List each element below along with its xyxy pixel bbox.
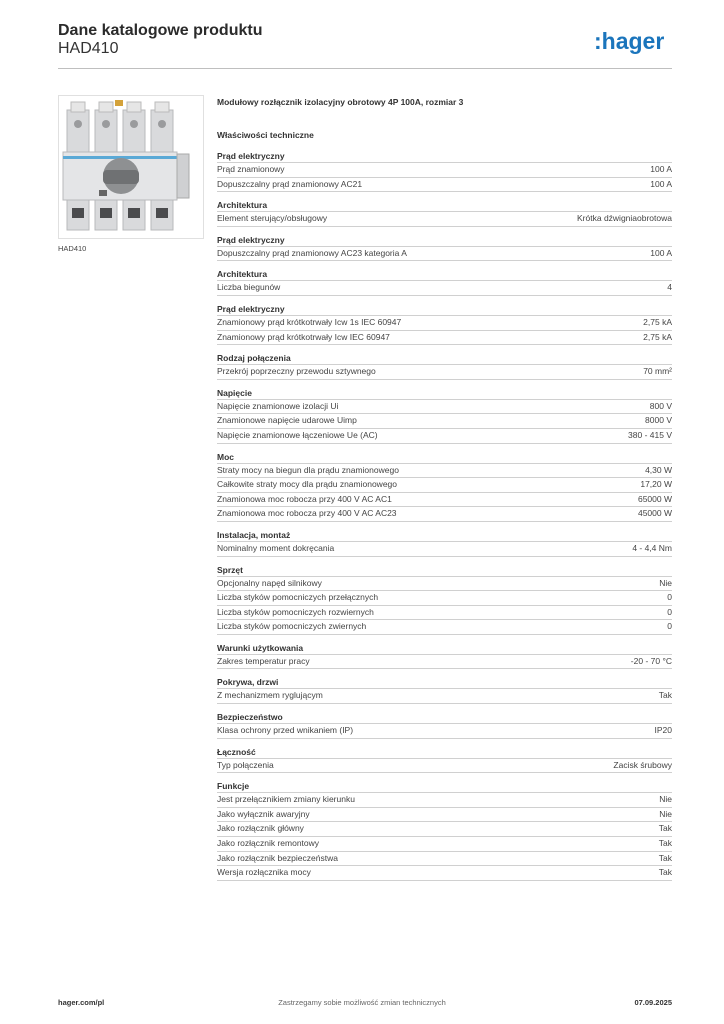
section-title: Architektura — [217, 269, 268, 280]
spec-label: Klasa ochrony przed wnikaniem (IP) — [217, 725, 354, 736]
spec-value: 8000 V — [645, 415, 672, 426]
spec-row — [217, 851, 672, 866]
spec-label: Zakres temperatur pracy — [217, 655, 310, 666]
section-title: Łączność — [217, 746, 256, 757]
section-title: Warunki użytkowania — [217, 642, 304, 653]
spec-row — [217, 428, 672, 444]
spec-value: 100 A — [650, 178, 672, 189]
footer-note: Zastrzegamy sobie możliwość zmian technicznych — [278, 998, 446, 1007]
spec-row — [217, 688, 672, 704]
spec-value: Tak — [658, 867, 672, 878]
spec-label: Znamionowy prąd krótkotrwały Icw 1s IEC 60947 — [217, 316, 402, 327]
product-image — [58, 95, 204, 239]
spec-row — [217, 177, 672, 193]
spec-value: 65000 W — [637, 493, 672, 504]
spec-value: 0 — [667, 621, 672, 632]
section-title: Napięcie — [217, 387, 252, 398]
spec-row — [217, 506, 672, 522]
spec-row — [217, 807, 672, 822]
spec-value: 800 V — [649, 400, 672, 411]
spec-row — [217, 654, 672, 670]
section-title: Rodzaj połączenia — [217, 353, 291, 364]
section-title: Bezpieczeństwo — [217, 712, 283, 723]
spec-label: Znamionowy prąd krótkotrwały Icw IEC 60947 — [217, 331, 390, 342]
spec-label: Prąd znamionowy — [217, 164, 285, 174]
product-description: Modułowy rozłącznik izolacyjny obrotowy 4P 100A, rozmiar 3 — [217, 97, 464, 107]
spec-label: Liczba styków pomocniczych przełącznych — [217, 592, 379, 603]
spec-label: Wersja rozłącznika mocy — [217, 867, 311, 878]
spec-value: 2,75 kA — [643, 331, 672, 342]
spec-label: Opcjonalny napęd silnikowy — [217, 577, 322, 588]
section-title: Sprzęt — [217, 564, 243, 575]
spec-label: Znamionowa moc robocza przy 400 V AC AC1 — [217, 493, 392, 504]
hager-logo — [594, 28, 674, 56]
spec-label: Nominalny moment dokręcania — [217, 542, 335, 553]
spec-section — [217, 199, 672, 227]
spec-label: Liczba styków pomocniczych rozwiernych — [217, 606, 374, 617]
spec-row — [217, 492, 672, 507]
spec-row — [217, 619, 672, 635]
spec-section — [217, 303, 672, 345]
spec-label: Jako rozłącznik remontowy — [217, 838, 320, 849]
spec-value: 2,75 kA — [643, 316, 672, 327]
header-divider — [58, 68, 672, 69]
spec-row — [217, 330, 672, 346]
spec-value: Nie — [659, 794, 672, 805]
spec-section — [217, 711, 672, 739]
section-title: Prąd elektryczny — [217, 234, 285, 245]
spec-value: Nie — [659, 577, 672, 588]
spec-value: 4,30 W — [645, 464, 672, 475]
spec-section — [217, 780, 672, 881]
spec-row — [217, 463, 672, 478]
spec-label: Znamionowa moc robocza przy 400 V AC AC23 — [217, 508, 397, 519]
spec-value: 45000 W — [637, 508, 672, 519]
spec-label: Straty mocy na biegun dla prądu znamionowego — [217, 464, 399, 475]
spec-section — [217, 746, 672, 774]
spec-value: Tak — [658, 852, 672, 863]
spec-value: 380 - 415 V — [628, 429, 672, 440]
spec-row — [217, 590, 672, 605]
spec-row — [217, 364, 672, 380]
spec-label: Dopuszczalny prąd znamionowy AC23 kategoria A — [217, 247, 407, 258]
section-title: Prąd elektryczny — [217, 303, 285, 314]
spec-value: 17,20 W — [640, 479, 672, 490]
spec-value: Zacisk śrubowy — [613, 759, 672, 770]
spec-row — [217, 280, 672, 296]
spec-row — [217, 162, 672, 177]
section-title: Moc — [217, 451, 234, 462]
spec-row — [217, 821, 672, 836]
spec-value: -20 - 70 °C — [630, 655, 672, 666]
spec-row — [217, 315, 672, 330]
section-title: Prąd elektryczny — [217, 151, 285, 161]
footer-website[interactable]: hager.com/pl — [58, 998, 105, 1007]
spec-section — [217, 676, 672, 704]
spec-section — [217, 451, 672, 522]
spec-section — [217, 387, 672, 444]
spec-label: Napięcie znamionowe łączeniowe Ue (AC) — [217, 429, 378, 440]
spec-value: Tak — [658, 838, 672, 849]
footer-date: 07.09.2025 — [634, 998, 672, 1007]
spec-row — [217, 605, 672, 620]
spec-section — [217, 352, 672, 380]
spec-value: 70 mm² — [643, 366, 672, 377]
spec-row — [217, 865, 672, 881]
spec-label: Liczba biegunów — [217, 282, 281, 293]
spec-row — [217, 836, 672, 851]
spec-label: Liczba styków pomocniczych zwiernych — [217, 621, 367, 632]
spec-row — [217, 723, 672, 739]
spec-value: Krótka dźwigniaobrotowa — [577, 213, 672, 224]
spec-row — [217, 399, 672, 414]
spec-value: 100 A — [650, 247, 672, 258]
section-title: Instalacja, montaż — [217, 529, 291, 540]
spec-row — [217, 477, 672, 492]
spec-row — [217, 246, 672, 262]
spec-section — [217, 234, 672, 262]
spec-value: 4 - 4,4 Nm — [632, 542, 672, 553]
switch-disconnector-illustration — [59, 96, 203, 238]
section-title: Pokrywa, drzwi — [217, 677, 279, 688]
spec-label: Jest przełącznikiem zmiany kierunku — [217, 794, 355, 805]
logo-text: :hager — [594, 28, 665, 54]
spec-value: Tak — [658, 823, 672, 834]
spec-label: Jako rozłącznik główny — [217, 823, 304, 834]
spec-sections — [217, 150, 672, 888]
spec-value: Tak — [658, 690, 672, 701]
spec-section — [217, 642, 672, 670]
spec-row — [217, 211, 672, 227]
spec-value: 0 — [667, 606, 672, 617]
spec-row — [217, 413, 672, 428]
product-code: HAD410 — [58, 40, 119, 57]
spec-row — [217, 576, 672, 591]
spec-label: Całkowite straty mocy dla prądu znamionowego — [217, 479, 398, 490]
properties-heading: Właściwości techniczne — [217, 130, 314, 140]
spec-value: Nie — [659, 808, 672, 819]
spec-row — [217, 541, 672, 557]
spec-section — [217, 150, 672, 192]
spec-value: IP20 — [654, 725, 672, 736]
spec-label: Napięcie znamionowe izolacji Ui — [217, 400, 339, 411]
image-caption: HAD410 — [58, 244, 87, 253]
spec-label: Jako wyłącznik awaryjny — [217, 808, 310, 819]
page-title: Dane katalogowe produktu — [58, 22, 263, 39]
spec-label: Typ połączenia — [217, 759, 274, 770]
spec-value: 100 A — [650, 164, 672, 174]
spec-label: Dopuszczalny prąd znamionowy AC21 — [217, 178, 363, 189]
spec-value: 4 — [667, 282, 672, 293]
spec-row — [217, 758, 672, 774]
spec-label: Jako rozłącznik bezpieczeństwa — [217, 852, 338, 863]
spec-section — [217, 529, 672, 557]
spec-label: Przekrój poprzeczny przewodu sztywnego — [217, 366, 376, 377]
spec-section — [217, 268, 672, 296]
spec-label: Z mechanizmem ryglującym — [217, 690, 323, 701]
spec-value: 0 — [667, 592, 672, 603]
spec-label: Znamionowe napięcie udarowe Uimp — [217, 415, 357, 426]
section-title: Funkcje — [217, 781, 250, 792]
spec-section — [217, 564, 672, 635]
section-title: Architektura — [217, 200, 268, 211]
spec-row — [217, 792, 672, 807]
spec-label: Element sterujący/obsługowy — [217, 213, 328, 224]
